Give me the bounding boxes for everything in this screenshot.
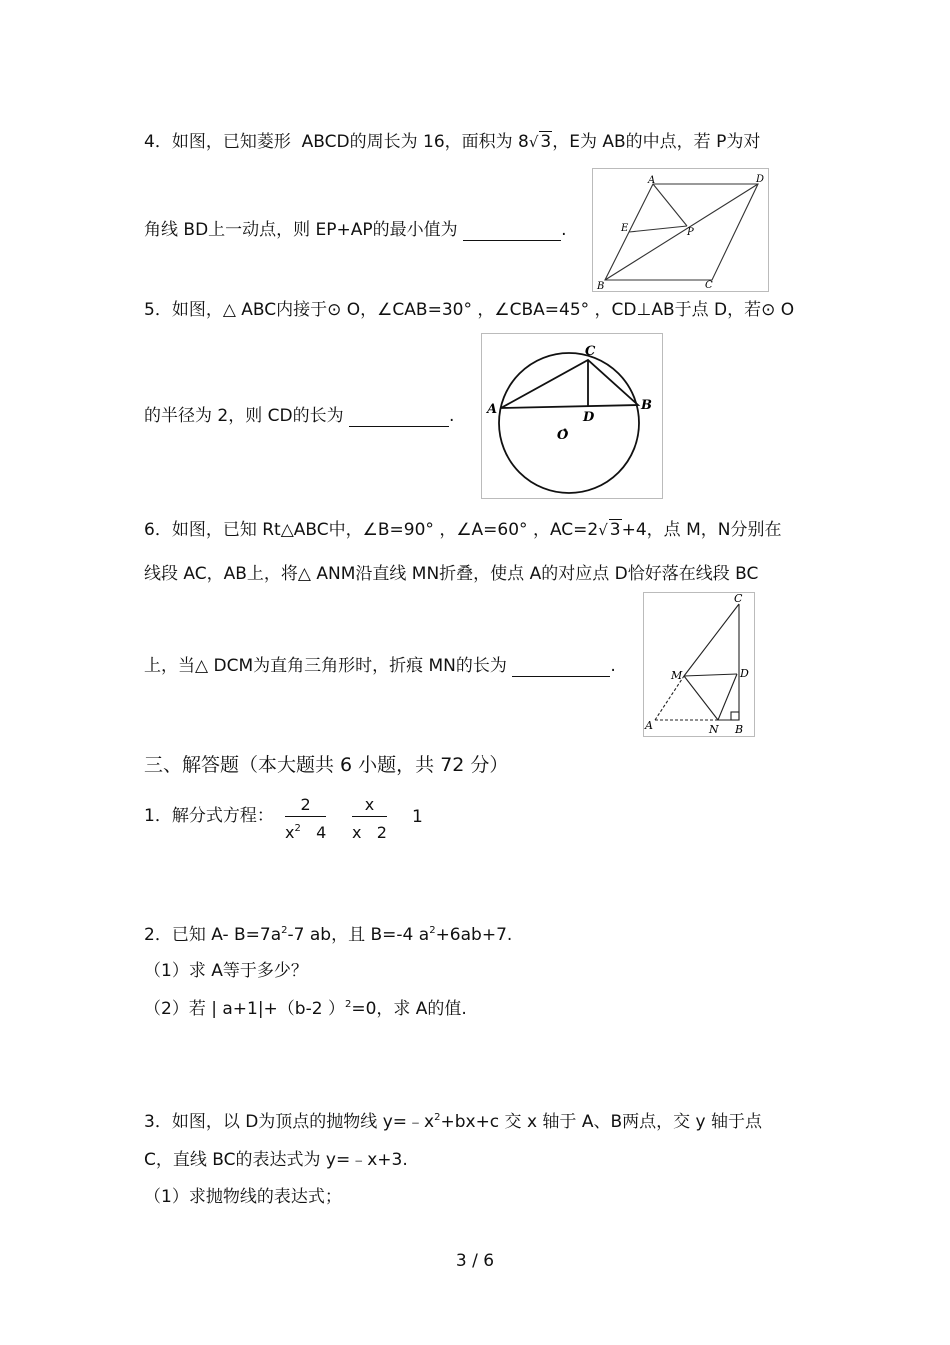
label-a: A [648, 175, 656, 186]
s1-fraction-2 [352, 795, 387, 842]
label-o: O [557, 428, 569, 443]
fraction-2-numerator: x [352, 795, 387, 817]
s2-sub1 [144, 960, 308, 982]
fraction-1-numerator: 2 [285, 795, 326, 817]
s2-exp-2: 2 [429, 925, 436, 936]
fraction-2-denominator: x 2 [352, 823, 387, 842]
s1-label [144, 805, 274, 827]
s2-part-b: -7 ab，且 B=-4 a [287, 925, 430, 945]
label-d: D [756, 174, 765, 185]
s3-line1 [144, 1111, 762, 1136]
den-constant: 4 [316, 823, 327, 842]
label-b: B [735, 723, 744, 736]
q5-line2 [144, 405, 454, 427]
q4-line1 [144, 131, 760, 153]
q6-line2 [144, 563, 758, 585]
s1-fraction-1 [285, 795, 326, 842]
label-c: C [705, 280, 713, 291]
q5-line1 [144, 299, 794, 321]
fraction-1-denominator [285, 817, 326, 842]
q4-sqrt-radicand: 3 [540, 132, 552, 152]
page-number-text: 3 / 6 [455, 1251, 495, 1271]
s2-part-a: 2．已知 A- B=7a [144, 925, 282, 945]
q6-answer-blank[interactable] [512, 660, 610, 677]
s1-label-text: 1．解分式方程： [144, 806, 274, 826]
q4-answer-blank[interactable] [463, 224, 561, 241]
section-3-heading [144, 754, 508, 776]
s3-part-b: +bx+c 交 x 轴于 A、B两点，交 y 轴于点 [440, 1112, 762, 1132]
label-e: E [621, 223, 629, 234]
q6-line1-part-a: 6．如图，已知 Rt△ABC中，∠B=90° ，∠A=60° ，AC=2 [144, 520, 599, 540]
s3-line2 [144, 1149, 408, 1171]
q4-line1-part-a: 4．如图，已知菱形 [144, 132, 291, 152]
q6-line1 [144, 519, 781, 541]
page-number [0, 1250, 950, 1272]
label-m: M [671, 669, 683, 682]
den-x: x [285, 823, 295, 842]
s2-sub2-exp: 2 [344, 999, 352, 1010]
section-3-title: 三、解答题（本大题共 6 小题，共 72 分） [144, 754, 509, 776]
q5-line2-text: 的半径为 2，则 CD的长为 [144, 406, 344, 426]
q5-line1-text: 5．如图，△ ABC内接于⊙ O，∠CAB=30° ，∠CBA=45° ，CD⊥AB于点 D，若⊙ O [144, 300, 795, 320]
q6-sqrt-radicand: 3 [609, 520, 621, 540]
s2-sub1-text: （1）求 A等于多少？ [144, 961, 308, 981]
q5-answer-blank[interactable] [349, 410, 449, 427]
q4-line1-part-d: ，E为 AB的中点，若 P为对 [552, 132, 761, 152]
label-a: A [645, 719, 653, 732]
s3-part-a: 3．如图，以 D为顶点的抛物线 y=﹣x [144, 1112, 435, 1132]
sqrt-sign: √ [598, 521, 608, 539]
q6-line2-text: 线段 AC，AB上，将△ ANM沿直线 MN折叠，使点 A的对应点 D恰好落在线段 BC [144, 564, 759, 584]
s1-rhs [412, 806, 423, 828]
q6-figure-triangle [643, 592, 755, 741]
q4-figure-rhombus [592, 168, 769, 296]
q4-line2-text: 角线 BD上一动点，则 EP+AP的最小值为 [144, 220, 458, 240]
label-b: B [597, 281, 605, 292]
q6-line1-part-c: +4，点 M，N分别在 [621, 520, 782, 540]
label-b: B [641, 398, 652, 413]
q5-figure-circle [481, 333, 663, 503]
q6-period: . [610, 656, 616, 676]
q5-period: . [449, 406, 455, 426]
s3-line2-text: C，直线 BC的表达式为 y=﹣x+3. [144, 1150, 408, 1170]
label-p: P [687, 227, 694, 238]
label-c: C [585, 344, 596, 359]
label-c: C [734, 592, 743, 605]
s2-exp-1: 2 [281, 925, 288, 936]
s1-rhs-value: 1 [412, 807, 423, 827]
q4-line2 [144, 219, 567, 241]
q6-line3 [144, 655, 616, 677]
s2-sub2-part-b: =0，求 A的值. [351, 999, 467, 1019]
label-d: D [583, 410, 595, 425]
label-a: A [487, 402, 498, 417]
q4-line1-part-b: ABCD的周长为 16，面积为 8 [301, 132, 529, 152]
q4-period: . [561, 220, 567, 240]
s3-sub1-text: （1）求抛物线的表达式； [144, 1187, 342, 1207]
label-n: N [709, 723, 719, 736]
s2-sub2-part-a: （2）若 | a+1|+（b-2 ） [144, 999, 345, 1019]
s3-sub1 [144, 1186, 342, 1208]
s3-exp: 2 [434, 1112, 441, 1123]
s2-part-c: +6ab+7. [435, 925, 513, 945]
s2-sub2 [144, 998, 467, 1023]
sqrt-sign: √ [528, 133, 539, 151]
q6-line3-text: 上，当△ DCM为直角三角形时，折痕 MN的长为 [144, 656, 507, 676]
s2-line1 [144, 924, 512, 949]
label-d: D [740, 667, 749, 680]
den-exponent: 2 [294, 823, 301, 834]
